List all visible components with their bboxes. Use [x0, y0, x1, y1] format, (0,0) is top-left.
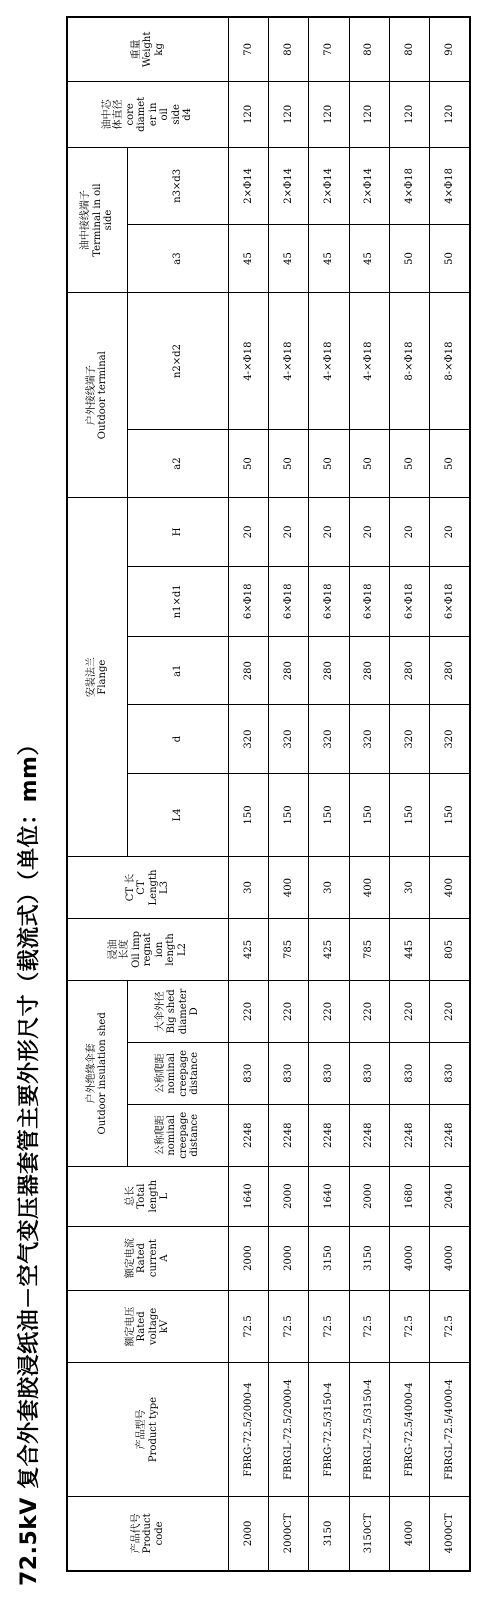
header-line: Length — [147, 869, 159, 906]
cell-creep1: 2248 — [309, 1104, 349, 1166]
header-line: kg — [153, 43, 165, 56]
cell-H: 20 — [430, 498, 470, 566]
header-line: d4 — [182, 107, 194, 121]
cell-d: 320 — [228, 705, 268, 773]
cell-n1d1: 6×Φ18 — [430, 566, 470, 636]
cell-current: 3150 — [309, 1226, 349, 1290]
cell-a1: 280 — [389, 637, 429, 705]
header-product-type — [67, 1363, 228, 1497]
header-line: oil — [159, 108, 171, 121]
cell-a2: 50 — [389, 429, 429, 497]
cell-a2: 50 — [349, 429, 389, 497]
cell-type: FBRGL-72.5/3150-4 — [349, 1363, 389, 1497]
cell-current: 3150 — [349, 1226, 389, 1290]
cell-a3: 45 — [228, 224, 268, 292]
cell-n3d3: 4×Φ18 — [389, 147, 429, 224]
cell-creep1: 2248 — [349, 1104, 389, 1166]
cell-shed: 220 — [349, 980, 389, 1042]
cell-creep2: 830 — [309, 1042, 349, 1104]
cell-d: 320 — [430, 705, 470, 773]
header-line: Product — [142, 1513, 154, 1554]
header-line: Terminal in oil — [91, 183, 103, 257]
header-line: 产品代号 — [130, 1513, 142, 1554]
cell-L4: 150 — [430, 773, 470, 856]
cell-code: 4000 — [389, 1496, 429, 1571]
cell-a1: 280 — [309, 637, 349, 705]
header-oil-terminal — [67, 147, 127, 292]
cell-oil-len: 785 — [349, 918, 389, 980]
cell-creep1: 2248 — [268, 1104, 308, 1166]
header-line: 重量 — [130, 39, 142, 60]
cell-H: 20 — [309, 498, 349, 566]
cell-creep2: 830 — [389, 1042, 429, 1104]
cell-n1d1: 6×Φ18 — [228, 566, 268, 636]
cell-a1: 280 — [430, 637, 470, 705]
header-outdoor-insulation-shed — [67, 980, 127, 1166]
cell-L4: 150 — [268, 773, 308, 856]
header-line: distance — [189, 1113, 201, 1157]
header-ct-length — [67, 857, 228, 919]
header-line: diamet — [136, 96, 148, 132]
cell-oil-len: 445 — [389, 918, 429, 980]
cell-oil-len: 785 — [268, 918, 308, 980]
cell-voltage: 72.5 — [389, 1290, 429, 1363]
header-line: 户外绝缘伞套 — [85, 1043, 97, 1104]
header-line: L2 — [176, 942, 188, 956]
cell-n3d3: 2×Φ14 — [268, 147, 308, 224]
cell-current: 4000 — [430, 1226, 470, 1290]
header-line: distance — [189, 1052, 201, 1095]
header-line: current — [147, 1239, 159, 1278]
cell-a1: 280 — [268, 637, 308, 705]
header-creepage-2 — [127, 1042, 228, 1104]
cell-code: 3150CT — [349, 1496, 389, 1571]
cell-weight: 80 — [349, 17, 389, 81]
table-row — [349, 17, 389, 1571]
cell-code: 4000CT — [430, 1496, 470, 1571]
cell-ct: 30 — [389, 857, 429, 919]
header-line: Weight — [142, 31, 154, 68]
dimension-table — [66, 16, 471, 1572]
header-line: er in — [147, 102, 159, 127]
header-line: L — [159, 1192, 171, 1200]
cell-shed: 220 — [309, 980, 349, 1042]
document-title: 72.5kV 复合外套胶浸纸油－空气变压器套管主要外形尺寸（载流式）（单位：mm） — [17, 733, 42, 1586]
cell-weight: 70 — [309, 17, 349, 81]
cell-H: 20 — [389, 498, 429, 566]
cell-n2d2: 4-×Φ18 — [268, 293, 308, 430]
cell-core: 120 — [309, 81, 349, 147]
cell-d: 320 — [389, 705, 429, 773]
cell-voltage: 72.5 — [268, 1290, 308, 1363]
cell-core: 120 — [268, 81, 308, 147]
header-line: Oil imp — [130, 931, 142, 968]
cell-a1: 280 — [349, 637, 389, 705]
cell-length: 2040 — [430, 1166, 470, 1226]
header-line: A — [159, 1254, 171, 1262]
cell-n1d1: 6×Φ18 — [309, 566, 349, 636]
cell-n3d3: 2×Φ14 — [309, 147, 349, 224]
cell-H: 20 — [268, 498, 308, 566]
header-line: creepage — [177, 1111, 189, 1159]
header-line: core — [124, 103, 136, 126]
header-line: 额定电流 — [124, 1238, 136, 1279]
header-line: Outdoor terminal — [97, 351, 109, 440]
cell-voltage: 72.5 — [430, 1290, 470, 1363]
header-L4: L4 — [127, 773, 228, 856]
table-row — [430, 17, 470, 1571]
cell-shed: 220 — [430, 980, 470, 1042]
header-line: 体直径 — [113, 99, 125, 130]
header-line: Outdoor insulation shed — [97, 1012, 109, 1135]
cell-L4: 150 — [228, 773, 268, 856]
cell-core: 120 — [228, 81, 268, 147]
cell-code: 3150 — [309, 1496, 349, 1571]
header-line: L3 — [159, 881, 171, 895]
header-line: 产品型号 — [136, 1409, 148, 1450]
cell-a2: 50 — [309, 429, 349, 497]
header-line: 油中接线端子 — [80, 190, 92, 251]
cell-creep2: 830 — [430, 1042, 470, 1104]
cell-code: 2000 — [228, 1496, 268, 1571]
cell-oil-len: 805 — [430, 918, 470, 980]
cell-ct: 30 — [309, 857, 349, 919]
header-a3: a3 — [127, 224, 228, 292]
header-H: H — [127, 498, 228, 566]
header-line: 安装法兰 — [85, 657, 97, 698]
cell-creep2: 830 — [268, 1042, 308, 1104]
cell-a3: 45 — [309, 224, 349, 292]
header-weight — [67, 17, 228, 81]
cell-d: 320 — [309, 705, 349, 773]
cell-shed: 220 — [389, 980, 429, 1042]
cell-creep1: 2248 — [228, 1104, 268, 1166]
header-line: CT 长 — [124, 873, 136, 902]
header-rated-current — [67, 1226, 228, 1290]
cell-L4: 150 — [349, 773, 389, 856]
header-line: length — [147, 1179, 159, 1213]
header-product-code — [67, 1496, 228, 1571]
cell-voltage: 72.5 — [309, 1290, 349, 1363]
header-n3d3: n3×d3 — [127, 147, 228, 224]
cell-a2: 50 — [228, 429, 268, 497]
header-line: 大伞外径 — [154, 991, 166, 1032]
header-line: 油中芯 — [101, 99, 113, 130]
table-row — [309, 17, 349, 1571]
cell-type: FBRG-72.5/4000-4 — [389, 1363, 429, 1497]
header-line: Big shed — [166, 989, 178, 1034]
header-line: nominal — [166, 1052, 178, 1094]
cell-voltage: 72.5 — [228, 1290, 268, 1363]
table-row — [228, 17, 268, 1571]
cell-n2d2: 4-×Φ18 — [309, 293, 349, 430]
cell-a3: 50 — [430, 224, 470, 292]
header-flange — [67, 498, 127, 857]
header-line: Flange — [97, 659, 109, 695]
cell-ct: 30 — [228, 857, 268, 919]
header-line: Rated — [136, 1243, 148, 1274]
header-line: 浸油 — [107, 939, 119, 960]
cell-n2d2: 8-×Φ18 — [430, 293, 470, 430]
cell-n3d3: 4×Φ18 — [430, 147, 470, 224]
cell-weight: 70 — [228, 17, 268, 81]
header-line: D — [189, 1007, 201, 1016]
header-line: 长度 — [119, 939, 131, 960]
cell-length: 1680 — [389, 1166, 429, 1226]
cell-type: FBRG-72.5/2000-4 — [228, 1363, 268, 1497]
header-core-diameter — [67, 81, 228, 147]
header-line: voltage — [147, 1307, 159, 1346]
cell-current: 2000 — [228, 1226, 268, 1290]
header-outdoor-terminal — [67, 293, 127, 498]
cell-core: 120 — [349, 81, 389, 147]
cell-n1d1: 6×Φ18 — [389, 566, 429, 636]
header-line: regnat — [142, 932, 154, 967]
cell-n1d1: 6×Φ18 — [268, 566, 308, 636]
header-line: ion — [153, 941, 165, 958]
header-line: CT — [136, 880, 148, 895]
header-oil-length — [67, 918, 228, 980]
cell-creep1: 2248 — [389, 1104, 429, 1166]
header-line: diameter — [177, 988, 189, 1035]
cell-shed: 220 — [268, 980, 308, 1042]
table-header — [67, 17, 228, 1571]
cell-length: 1640 — [228, 1166, 268, 1226]
header-d: d — [127, 705, 228, 773]
cell-n2d2: 4-×Φ18 — [349, 293, 389, 430]
cell-ct: 400 — [268, 857, 308, 919]
cell-length: 2000 — [349, 1166, 389, 1226]
header-line: 公称爬距 — [154, 1053, 166, 1094]
header-line: Total — [136, 1183, 148, 1209]
cell-d: 320 — [268, 705, 308, 773]
header-line: 户外接线端子 — [85, 365, 97, 426]
header-line: code — [153, 1521, 165, 1546]
cell-H: 20 — [228, 498, 268, 566]
cell-length: 2000 — [268, 1166, 308, 1226]
header-a1: a1 — [127, 637, 228, 705]
cell-ct: 400 — [349, 857, 389, 919]
cell-weight: 90 — [430, 17, 470, 81]
cell-a3: 45 — [349, 224, 389, 292]
cell-type: FBRG-72.5/3150-4 — [309, 1363, 349, 1497]
cell-oil-len: 425 — [309, 918, 349, 980]
header-line: 总长 — [124, 1186, 136, 1207]
cell-current: 2000 — [268, 1226, 308, 1290]
cell-L4: 150 — [309, 773, 349, 856]
header-line: creepage — [177, 1049, 189, 1097]
cell-a1: 280 — [228, 637, 268, 705]
cell-L4: 150 — [389, 773, 429, 856]
header-n2d2: n2×d2 — [127, 293, 228, 430]
header-rated-voltage — [67, 1290, 228, 1363]
cell-n3d3: 2×Φ14 — [228, 147, 268, 224]
cell-voltage: 72.5 — [349, 1290, 389, 1363]
cell-oil-len: 425 — [228, 918, 268, 980]
table-row — [268, 17, 308, 1571]
header-line: Product type — [147, 1396, 159, 1463]
cell-creep2: 830 — [228, 1042, 268, 1104]
cell-a3: 50 — [389, 224, 429, 292]
header-line: length — [165, 933, 177, 966]
header-n1d1: n1×d1 — [127, 566, 228, 636]
header-a2: a2 — [127, 429, 228, 497]
header-shed-diameter — [127, 980, 228, 1042]
header-line: 公称爬距 — [154, 1115, 166, 1156]
header-line: side — [170, 104, 182, 125]
cell-length: 1640 — [309, 1166, 349, 1226]
cell-type: FBRGL-72.5/2000-4 — [268, 1363, 308, 1497]
cell-creep2: 830 — [349, 1042, 389, 1104]
cell-creep1: 2248 — [430, 1104, 470, 1166]
cell-n2d2: 8-×Φ18 — [389, 293, 429, 430]
header-line: Rated — [136, 1311, 148, 1342]
cell-core: 120 — [389, 81, 429, 147]
cell-shed: 220 — [228, 980, 268, 1042]
cell-a2: 50 — [268, 429, 308, 497]
cell-a2: 50 — [430, 429, 470, 497]
header-total-length — [67, 1166, 228, 1226]
header-creepage-1 — [127, 1104, 228, 1166]
cell-code: 2000CT — [268, 1496, 308, 1571]
cell-H: 20 — [349, 498, 389, 566]
cell-n1d1: 6×Φ18 — [349, 566, 389, 636]
cell-weight: 80 — [389, 17, 429, 81]
header-line: nominal — [166, 1114, 178, 1156]
cell-weight: 80 — [268, 17, 308, 81]
cell-type: FBRGL-72.5/4000-4 — [430, 1363, 470, 1497]
cell-a3: 45 — [268, 224, 308, 292]
cell-n2d2: 4-×Φ18 — [228, 293, 268, 430]
cell-core: 120 — [430, 81, 470, 147]
header-line: side — [103, 209, 115, 231]
cell-ct: 400 — [430, 857, 470, 919]
header-line: kV — [159, 1319, 171, 1334]
header-line: 额定电压 — [124, 1306, 136, 1347]
cell-d: 320 — [349, 705, 389, 773]
cell-n3d3: 2×Φ14 — [349, 147, 389, 224]
cell-current: 4000 — [389, 1226, 429, 1290]
table-body — [228, 17, 470, 1571]
table-row — [389, 17, 429, 1571]
